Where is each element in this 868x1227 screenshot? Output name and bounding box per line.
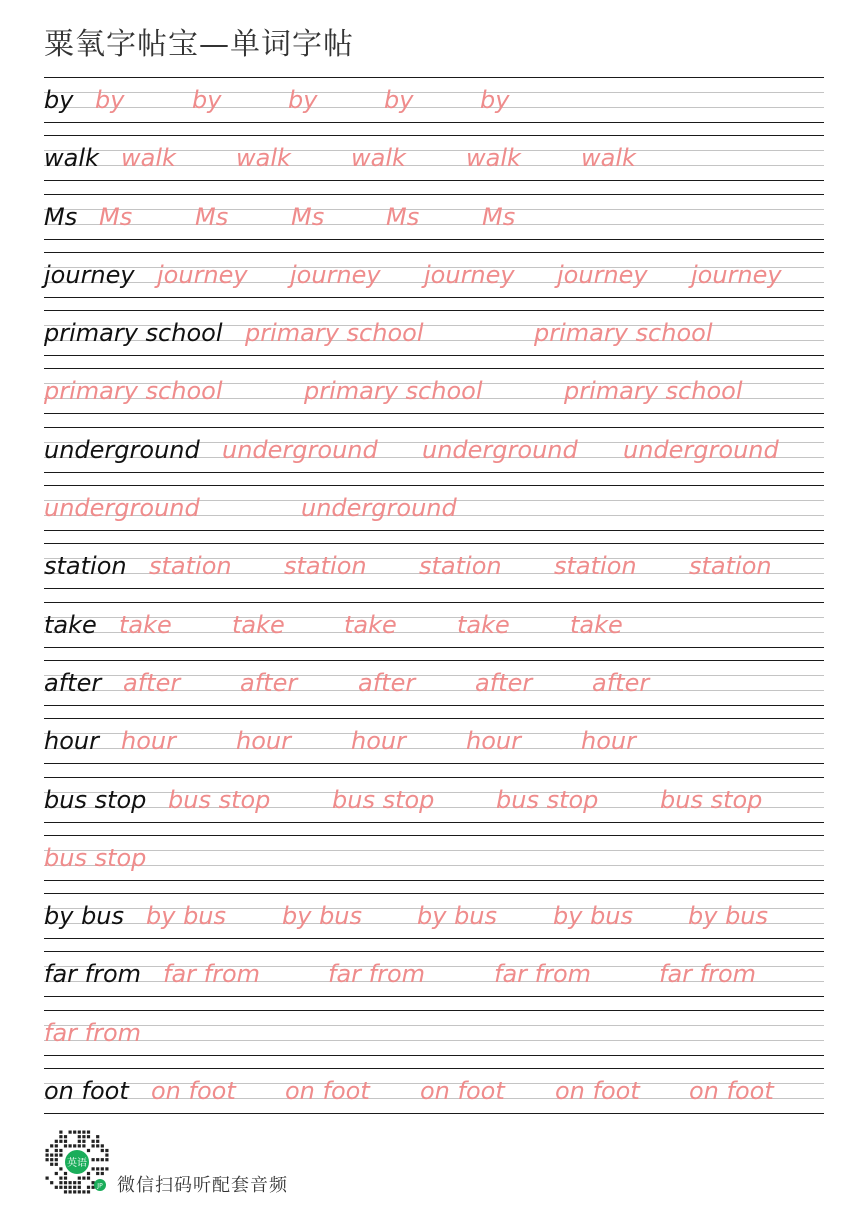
qr-module (82, 1190, 85, 1193)
trace-word: journey (557, 260, 648, 289)
qr-module (59, 1181, 62, 1184)
guide-line (44, 1040, 824, 1041)
ruling-line (44, 951, 824, 952)
qr-module (59, 1177, 62, 1180)
ruling-line (44, 530, 824, 531)
qr-module (96, 1167, 99, 1170)
trace-word: far from (659, 960, 757, 989)
trace-word: walk (121, 144, 176, 173)
trace-word: primary school (564, 377, 743, 406)
guide-line (44, 209, 824, 210)
trace-word: hour (121, 727, 176, 756)
trace-word: underground (222, 435, 378, 464)
qr-module (105, 1158, 108, 1161)
trace-word: bus stop (168, 785, 271, 814)
ruling-line (44, 705, 824, 706)
trace-word: on foot (689, 1077, 774, 1106)
qr-module (82, 1135, 85, 1138)
trace-word: take (457, 610, 510, 639)
trace-word: after (240, 668, 298, 697)
trace-word: walk (581, 144, 636, 173)
trace-word: far from (163, 960, 261, 989)
qr-module (87, 1190, 90, 1193)
trace-word: by bus (282, 902, 363, 931)
model-word: hour (44, 727, 99, 756)
trace-word: bus stop (332, 785, 435, 814)
qr-module (105, 1149, 108, 1152)
practice-row (44, 310, 824, 368)
ruling-line (44, 718, 824, 719)
model-word: on foot (44, 1077, 129, 1106)
ruling-line (44, 194, 824, 195)
trace-word: underground (301, 494, 457, 523)
ruling-line (44, 77, 824, 78)
qr-module (96, 1158, 99, 1161)
trace-word: primary school (304, 377, 483, 406)
model-word: Ms (44, 202, 78, 231)
trace-word: by bus (417, 902, 498, 931)
trace-word: journey (424, 260, 515, 289)
practice-row (44, 252, 824, 310)
ruling-line (44, 777, 824, 778)
trace-word: hour (351, 727, 406, 756)
trace-word: by (384, 86, 414, 114)
qr-module (96, 1140, 99, 1143)
practice-row (44, 543, 824, 601)
trace-word: on foot (555, 1077, 640, 1106)
guide-line (44, 850, 824, 851)
qr-module (78, 1131, 81, 1134)
trace-word: Ms (386, 202, 420, 231)
qr-module (55, 1186, 58, 1189)
trace-word: station (554, 552, 637, 581)
ruling-line (44, 543, 824, 544)
ruling-line (44, 297, 824, 298)
trace-word: take (119, 610, 172, 639)
trace-word: by (480, 86, 510, 114)
qr-module (59, 1140, 62, 1143)
trace-word: bus stop (44, 843, 147, 872)
qr-module (78, 1135, 81, 1138)
trace-word: on foot (420, 1077, 505, 1106)
trace-word: walk (466, 144, 521, 173)
practice-row (44, 485, 824, 543)
trace-word: station (284, 552, 367, 581)
trace-word: by bus (553, 902, 634, 931)
practice-row (44, 135, 824, 193)
model-word: after (44, 668, 102, 697)
trace-word: bus stop (496, 785, 599, 814)
practice-row (44, 835, 824, 893)
trace-word: station (419, 552, 502, 581)
trace-word: far from (328, 960, 426, 989)
guide-line (44, 1025, 824, 1026)
qr-module (59, 1131, 62, 1134)
ruling-line (44, 368, 824, 369)
trace-word: take (344, 610, 397, 639)
model-word: far from (44, 960, 142, 989)
trace-word: after (123, 668, 181, 697)
qr-module (46, 1177, 49, 1180)
guide-line (44, 92, 824, 93)
ruling-line (44, 588, 824, 589)
qr-module (50, 1158, 53, 1161)
qr-module (82, 1144, 85, 1147)
practice-row (44, 602, 824, 660)
qr-module (101, 1149, 104, 1152)
trace-word: hour (581, 727, 636, 756)
qr-module (78, 1144, 81, 1147)
qr-module (105, 1167, 108, 1170)
practice-row (44, 893, 824, 951)
trace-word: take (570, 610, 623, 639)
footer-caption: 微信扫码听配套音频 (117, 1175, 288, 1196)
trace-word: underground (44, 494, 200, 523)
qr-module (64, 1140, 67, 1143)
ruling-line (44, 1055, 824, 1056)
qr-module (46, 1154, 49, 1157)
qr-module (64, 1190, 67, 1193)
trace-word: journey (691, 260, 782, 289)
qr-module (73, 1144, 76, 1147)
qr-module (105, 1154, 108, 1157)
qr-module (82, 1140, 85, 1143)
qr-module (78, 1181, 81, 1184)
qr-module (87, 1135, 90, 1138)
qr-module (64, 1181, 67, 1184)
qr-module (50, 1181, 53, 1184)
ruling-line (44, 252, 824, 253)
trace-word: Ms (482, 202, 516, 231)
ruling-line (44, 413, 824, 414)
qr-module (59, 1149, 62, 1152)
practice-row (44, 1010, 824, 1068)
qr-module (59, 1167, 62, 1170)
qr-module (78, 1190, 81, 1193)
model-word: station (44, 552, 127, 581)
ruling-line (44, 135, 824, 136)
qr-module (92, 1158, 95, 1161)
trace-word: walk (351, 144, 406, 173)
ruling-line (44, 822, 824, 823)
practice-row (44, 1068, 824, 1126)
qr-module (101, 1144, 104, 1147)
trace-word: far from (494, 960, 592, 989)
trace-word: journey (290, 260, 381, 289)
qr-module (87, 1172, 90, 1175)
trace-word: take (232, 610, 285, 639)
trace-word: underground (422, 435, 578, 464)
ruling-line (44, 763, 824, 764)
qr-module (64, 1144, 67, 1147)
qr-module (50, 1163, 53, 1166)
trace-word: primary school (44, 377, 223, 406)
qr-corner-label: JP (97, 1182, 103, 1190)
qr-module (82, 1131, 85, 1134)
model-word: bus stop (44, 785, 147, 814)
trace-word: Ms (99, 202, 133, 231)
qr-module (101, 1172, 104, 1175)
ruling-line (44, 647, 824, 648)
qr-module (69, 1190, 72, 1193)
ruling-line (44, 938, 824, 939)
practice-row (44, 718, 824, 776)
trace-word: station (689, 552, 772, 581)
qr-module (87, 1131, 90, 1134)
trace-word: bus stop (660, 785, 763, 814)
qr-module (55, 1149, 58, 1152)
trace-word: Ms (291, 202, 325, 231)
trace-word: far from (44, 1018, 142, 1047)
ruling-line (44, 472, 824, 473)
model-word: by bus (44, 902, 125, 931)
qr-module (96, 1172, 99, 1175)
ruling-line (44, 1010, 824, 1011)
qr-module (50, 1144, 53, 1147)
qr-module (50, 1154, 53, 1157)
ruling-line (44, 996, 824, 997)
guide-line (44, 224, 824, 225)
qr-code[interactable] (42, 1127, 112, 1197)
ruling-line (44, 485, 824, 486)
qr-module (73, 1131, 76, 1134)
trace-word: on foot (285, 1077, 370, 1106)
practice-row (44, 194, 824, 252)
qr-module (73, 1190, 76, 1193)
qr-module (55, 1172, 58, 1175)
model-word: walk (44, 144, 99, 173)
qr-module (73, 1181, 76, 1184)
qr-module (87, 1177, 90, 1180)
ruling-line (44, 427, 824, 428)
qr-module (59, 1135, 62, 1138)
model-word: take (44, 610, 97, 639)
qr-module (64, 1177, 67, 1180)
trace-word: by (288, 86, 318, 114)
model-word: primary school (44, 319, 223, 348)
footer (42, 1127, 442, 1199)
qr-module (59, 1186, 62, 1189)
qr-module (87, 1149, 90, 1152)
trace-word: by bus (688, 902, 769, 931)
qr-module (92, 1144, 95, 1147)
guide-line (44, 865, 824, 866)
qr-module (69, 1186, 72, 1189)
practice-row (44, 660, 824, 718)
page-title: 粟氧字帖宝—单词字帖 (44, 27, 354, 62)
qr-module (78, 1140, 81, 1143)
qr-module (46, 1158, 49, 1161)
qr-module (69, 1144, 72, 1147)
qr-module (96, 1144, 99, 1147)
ruling-line (44, 122, 824, 123)
trace-word: station (149, 552, 232, 581)
qr-module (64, 1172, 67, 1175)
qr-module (92, 1167, 95, 1170)
trace-word: by (95, 86, 125, 114)
ruling-line (44, 660, 824, 661)
model-word: underground (44, 435, 200, 464)
qr-module (55, 1158, 58, 1161)
trace-word: after (475, 668, 533, 697)
ruling-line (44, 180, 824, 181)
qr-module (78, 1177, 81, 1180)
qr-module (101, 1158, 104, 1161)
trace-word: by bus (146, 902, 227, 931)
practice-row (44, 777, 824, 835)
qr-module (64, 1186, 67, 1189)
qr-module (69, 1131, 72, 1134)
qr-module (59, 1154, 62, 1157)
ruling-line (44, 1068, 824, 1069)
trace-word: after (358, 668, 416, 697)
qr-module (55, 1154, 58, 1157)
qr-module (101, 1167, 104, 1170)
qr-module (78, 1186, 81, 1189)
trace-word: primary school (245, 319, 424, 348)
qr-module (55, 1140, 58, 1143)
qr-module (82, 1177, 85, 1180)
qr-module (55, 1144, 58, 1147)
ruling-line (44, 835, 824, 836)
practice-row (44, 427, 824, 485)
trace-word: walk (236, 144, 291, 173)
model-word: by (44, 86, 74, 114)
ruling-line (44, 602, 824, 603)
ruling-line (44, 880, 824, 881)
qr-badge-label: 英语 (67, 1158, 87, 1169)
ruling-line (44, 1113, 824, 1114)
trace-word: underground (623, 435, 779, 464)
practice-row (44, 368, 824, 426)
practice-row (44, 951, 824, 1009)
qr-module (73, 1186, 76, 1189)
qr-module (55, 1163, 58, 1166)
qr-module (96, 1135, 99, 1138)
ruling-line (44, 310, 824, 311)
trace-word: by (192, 86, 222, 114)
qr-module (87, 1186, 90, 1189)
practice-row (44, 77, 824, 135)
trace-word: hour (466, 727, 521, 756)
ruling-line (44, 893, 824, 894)
trace-word: Ms (195, 202, 229, 231)
qr-module (69, 1181, 72, 1184)
qr-module (92, 1140, 95, 1143)
model-word: journey (44, 260, 135, 289)
trace-word: hour (236, 727, 291, 756)
trace-word: journey (157, 260, 248, 289)
ruling-line (44, 239, 824, 240)
guide-line (44, 107, 824, 108)
ruling-line (44, 355, 824, 356)
trace-word: on foot (151, 1077, 236, 1106)
qr-module (46, 1149, 49, 1152)
qr-module (64, 1135, 67, 1138)
worksheet-grid (44, 77, 824, 1126)
trace-word: after (592, 668, 650, 697)
trace-word: primary school (534, 319, 713, 348)
